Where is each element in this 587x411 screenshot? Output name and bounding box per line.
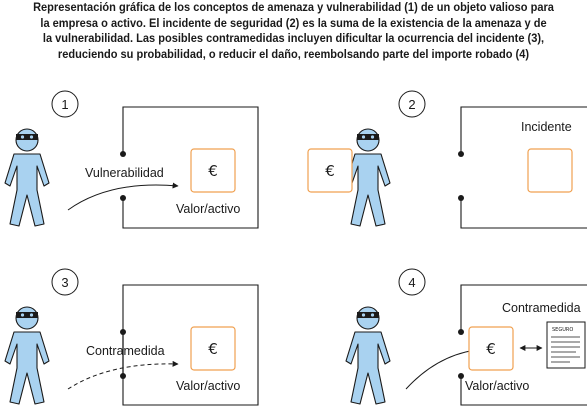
panel-2-number-badge bbox=[399, 91, 425, 117]
panel-1-vulnerability-label: Vulnerabilidad bbox=[85, 166, 164, 180]
panel-1-number-badge bbox=[52, 91, 78, 117]
panel-4-number-badge bbox=[399, 269, 425, 295]
panel-4-insurance-document-icon bbox=[547, 322, 585, 368]
panel-3-euro-icon: € bbox=[208, 340, 218, 358]
panel-2-wall-end-top bbox=[458, 151, 464, 157]
panel-3-countermeasure-label: Contramedida bbox=[86, 344, 165, 358]
panel-4-document-label: SEGURO bbox=[552, 327, 574, 333]
panel-3-number-badge bbox=[52, 269, 78, 295]
panel-4-countermeasure-insurance bbox=[346, 269, 587, 405]
panel-4-euro-icon: € bbox=[486, 340, 496, 358]
caption-line-1: Representación gráfica de los conceptos de amenaza y vulnerabilidad (1) de un objeto valioso para bbox=[33, 0, 554, 14]
panel-3-asset-label: Valor/activo bbox=[176, 379, 241, 393]
panel-2-euro-icon: € bbox=[325, 162, 335, 180]
caption-line-3: la vulnerabilidad. Las posibles contramedidas incluyen dificultar la ocurrencia del incidente (3), bbox=[42, 31, 545, 45]
panel-1-number: 1 bbox=[61, 97, 69, 112]
panel-1-asset-label: Valor/activo bbox=[176, 202, 241, 216]
panel-3-wall-end-top bbox=[120, 329, 126, 335]
panel-2-number: 2 bbox=[408, 97, 416, 112]
panel-3-wall-end-bottom bbox=[120, 373, 126, 379]
panel-3-number: 3 bbox=[61, 275, 69, 290]
panel-1-wall-end-top bbox=[120, 151, 126, 157]
panel-4-countermeasure-label: Contramedida bbox=[502, 301, 581, 315]
panel-2-wall-end-bottom bbox=[458, 195, 464, 201]
panel-4-wall-end-top bbox=[458, 329, 464, 335]
panel-1-euro-icon: € bbox=[208, 162, 218, 180]
panel-4-asset-label: Valor/activo bbox=[465, 379, 530, 393]
panel-2-incident bbox=[308, 91, 587, 228]
panel-4-number: 4 bbox=[408, 275, 416, 290]
panel-3-countermeasure-prevent bbox=[5, 269, 258, 405]
panel-1-threat-vulnerability bbox=[5, 91, 258, 228]
panel-4-wall-end-bottom bbox=[458, 373, 464, 379]
caption-line-4: reduciendo su probabilidad, o reducir el daño, reembolsando parte del importe robado (4) bbox=[57, 46, 530, 61]
caption-line-2: la empresa o activo. El incidente de seguridad (2) es la suma de la existencia de la amenaza y de bbox=[40, 15, 547, 30]
panel-1-wall-end-bottom bbox=[120, 195, 126, 201]
panel-1-thief-figure bbox=[5, 129, 49, 226]
panel-4-thief-figure bbox=[346, 307, 390, 404]
panel-2-incident-label: Incidente bbox=[521, 120, 572, 134]
panel-3-thief-figure bbox=[5, 307, 49, 404]
panel-2-empty-asset-slot bbox=[528, 149, 572, 192]
